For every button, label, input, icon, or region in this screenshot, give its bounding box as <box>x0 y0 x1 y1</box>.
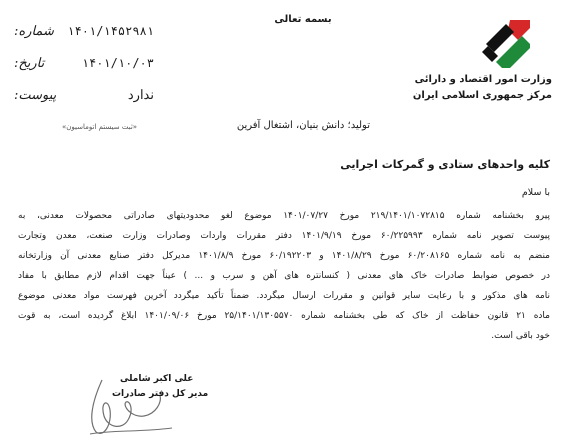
logo-black-stripe <box>486 24 514 52</box>
letter-number-value: ۱۴۰۱/۱۴۵۲۹۸۱ <box>67 24 154 38</box>
ministry-name: وزارت امور اقتصاد و دارائی <box>414 74 552 85</box>
slogan-text: تولید؛ دانش بنیان، اشتغال آفرین <box>236 120 370 131</box>
letter-date-label: تاریخ: <box>14 56 45 71</box>
invocation-text: بسمه تعالی <box>274 14 332 25</box>
signature-stroke <box>92 380 161 433</box>
customs-logo-icon <box>480 18 532 70</box>
body-line: در خصوص ضوابط صادرات خاک های معدنی ( کنسانتره های آهن و سرب و ... ) عیناً جهت اقدام لازم مطابق با مفاد <box>18 271 550 281</box>
signer-title: مدیر کل دفتر صادرات <box>112 389 209 399</box>
system-note: «ثبت سیستم اتوماسیون» <box>62 123 138 131</box>
body-line: پیرو بخشنامه شماره ۲۱۹/۱۴۰۱/۱۰۷۲۸۱۵ مورخ ۱۴۰۱/۰۷/۲۷ موضوع لغو محدودیتهای صادراتی محصولات معدنی، به <box>18 211 550 221</box>
body-line: خود باقی است. <box>491 331 550 341</box>
body-line: منضم به نامه شماره ۶۰/۲۰۸۱۶۵ مورخ ۱۴۰۱/۸/۲۹ و ۶۰/۱۹۲۲۰۳ مورخ ۱۴۰۱/۸/۹ مدیرکل دفتر صنایع معدنی آن وزارتخانه <box>18 251 550 261</box>
body-line: ماده ۲۱ قانون حفاظت از خاک که طی بخشنامه شماره ۲۵/۱۴۰۱/۱۳۰۵۵۷۰ مورخ ۱۴۰۱/۰۹/۰۶ ابلاغ گردیده است، به قوت <box>18 311 550 321</box>
organization-name: مرکز جمهوری اسلامی ایران <box>412 90 552 101</box>
greeting-text: با سلام <box>521 187 550 198</box>
body-line: نامه های مذکور و با رعایت سایر قوانین و مقررات ارسال میگردد. ضمناً تأکید میگردد آخرین فهرست مواد معدنی موضوع <box>18 291 550 301</box>
attachment-row <box>14 88 154 103</box>
letter-number-row <box>14 24 154 39</box>
recipient-heading: کلیه واحدهای ستادی و گمرکات اجرایی <box>340 158 550 171</box>
attachment-value: ندارد <box>127 88 154 103</box>
signer-name: علی اکبر شاملی <box>120 374 194 384</box>
body-line: پیوست تصویر نامه شماره ۶۰/۲۲۵۹۹۳ مورخ ۱۴۰۱/۹/۱۹ دفتر مقررات واردات وصادرات وزارت صنعت، معدن وتجارت <box>18 231 550 241</box>
letter-number-label: شماره: <box>14 24 54 39</box>
letter-body <box>18 206 550 346</box>
attachment-label: پیوست: <box>14 88 57 103</box>
letter-date-value: ۱۴۰۱/۱۰/۰۳ <box>81 56 154 70</box>
letter-date-row <box>14 56 154 71</box>
